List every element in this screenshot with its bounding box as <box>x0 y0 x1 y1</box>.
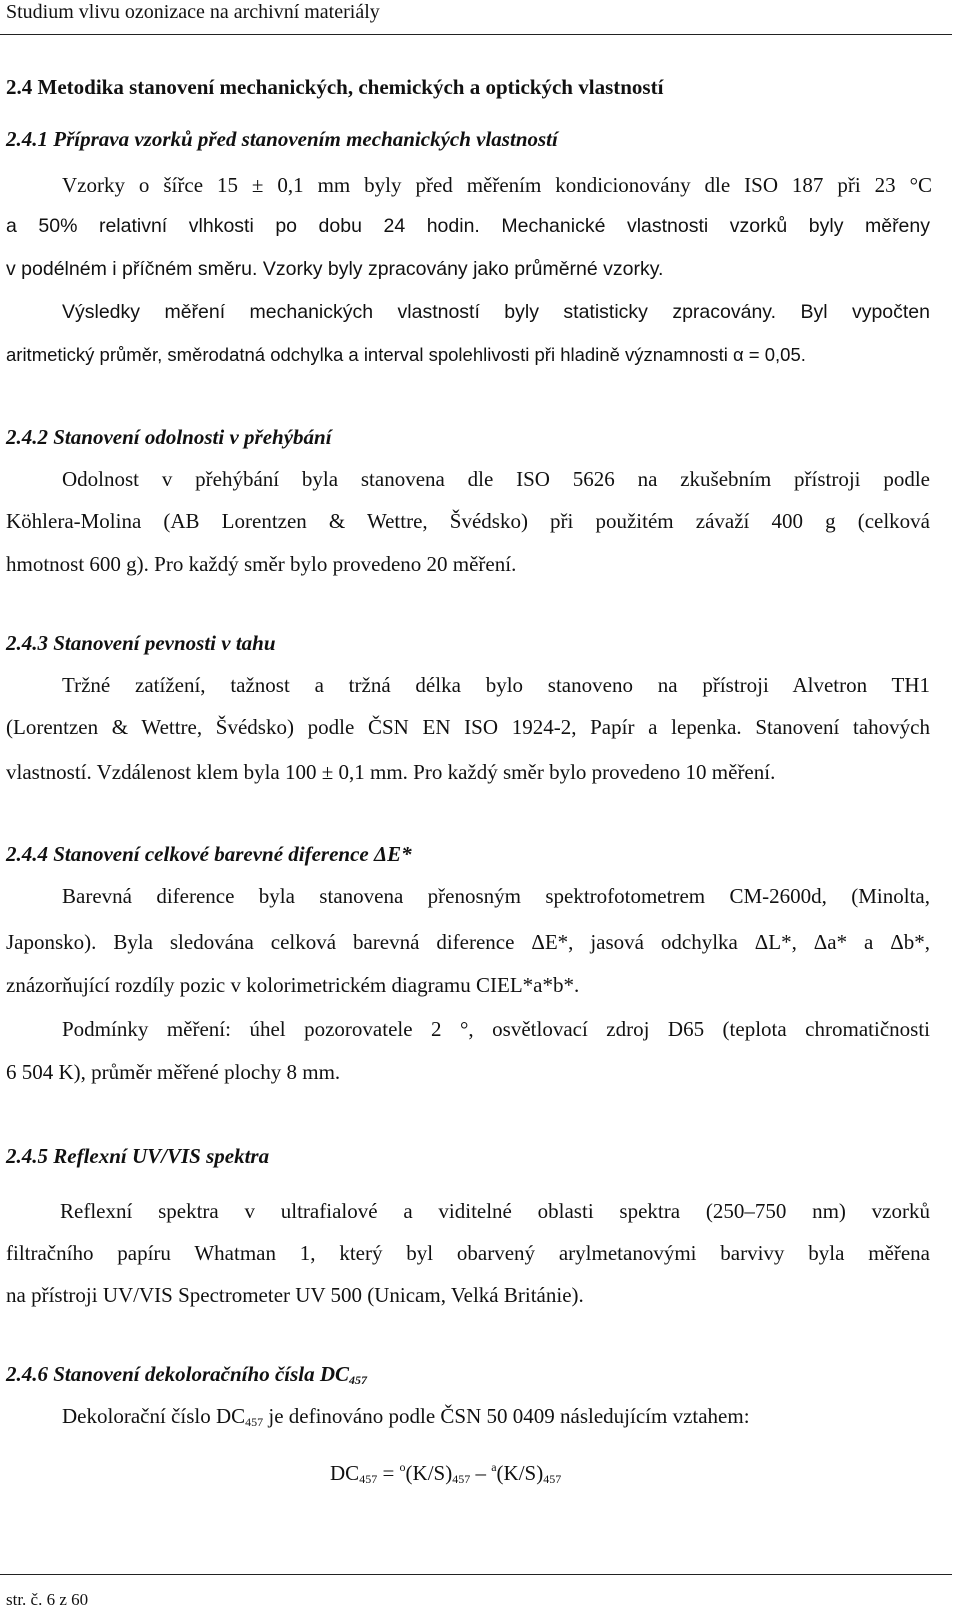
formula-sup-o: o <box>399 1460 406 1474</box>
formula <box>330 1460 561 1489</box>
paragraph-line: Japonsko). Byla sledována celková barevná diference ΔE*, jasová odchylka ΔL*, Δa* a Δb*, <box>6 930 930 954</box>
formula-ks-2: (K/S) <box>496 1461 544 1485</box>
paragraph-line: Podmínky měření: úhel pozorovatele 2 °, osvětlovací zdroj D65 (teplota chromatičnosti <box>62 1017 930 1041</box>
paragraph-line: na přístroji UV/VIS Spectrometer UV 500 (Unicam, Velká Británie). <box>6 1283 584 1307</box>
heading-subscript: 457 <box>349 1373 368 1387</box>
formula-subscript-1: 457 <box>452 1472 471 1486</box>
subsection-heading-2-4-2: 2.4.2 Stanovení odolnosti v přehýbání <box>6 425 332 449</box>
formula-intro <box>62 1403 750 1432</box>
paragraph-line: Barevná diference byla stanovena přenosným spektrofotometrem CM-2600d, (Minolta, <box>62 884 930 908</box>
paragraph-line: Výsledky měření mechanických vlastností byly statisticky zpracovány. Byl vypočten <box>62 301 930 323</box>
paragraph-line: hmotnost 600 g). Pro každý směr bylo provedeno 20 měření. <box>6 552 517 576</box>
page-number: str. č. 6 z 60 <box>6 1590 89 1609</box>
subsection-heading-2-4-1: 2.4.1 Příprava vzorků před stanovením mechanických vlastností <box>6 127 558 151</box>
paragraph-line: Reflexní spektra v ultrafialové a viditelné oblasti spektra (250–750 nm) vzorků <box>60 1199 930 1223</box>
paragraph-line: filtračního papíru Whatman 1, který byl obarvený arylmetanovými barvivy byla měřena <box>6 1241 930 1265</box>
formula-sup-a: a <box>491 1460 497 1474</box>
formula-minus: – <box>470 1461 492 1485</box>
paragraph-line: vlastností. Vzdálenost klem byla 100 ± 0,1 mm. Pro každý směr bylo provedeno 10 měření. <box>6 760 776 784</box>
paragraph-line: znázorňující rozdíly pozic v kolorimetrickém diagramu CIEL*a*b*. <box>6 973 580 997</box>
paragraph-line: Vzorky o šířce 15 ± 0,1 mm byly před měřením kondicionovány dle ISO 187 při 23 °C <box>62 173 932 197</box>
subsection-heading-2-4-6 <box>6 1361 367 1390</box>
intro-text: Dekolorační číslo DC <box>62 1404 246 1428</box>
paragraph-line: v podélném i příčném směru. Vzorky byly zpracovány jako průměrné vzorky. <box>6 258 664 280</box>
subsection-heading-2-4-4: 2.4.4 Stanovení celkové barevné diference ΔE* <box>6 842 412 866</box>
formula-dc-subscript: 457 <box>359 1472 378 1486</box>
paragraph-line: (Lorentzen & Wettre, Švédsko) podle ČSN EN ISO 1924-2, Papír a lepenka. Stanovení tahových <box>6 715 930 739</box>
paragraph-line: Tržné zatížení, tažnost a tržná délka bylo stanoveno na přístroji Alvetron TH1 <box>62 673 930 697</box>
paragraph-line: Odolnost v přehýbání byla stanovena dle ISO 5626 na zkušebním přístroji podle <box>62 467 930 491</box>
header-divider <box>0 34 952 35</box>
paragraph-line: 6 504 K), průměr měřené plochy 8 mm. <box>6 1060 341 1084</box>
paragraph-line: Köhlera-Molina (AB Lorentzen & Wettre, Švédsko) při použitém závaží 400 g (celková <box>6 509 930 533</box>
subsection-heading-2-4-3: 2.4.3 Stanovení pevnosti v tahu <box>6 631 276 655</box>
intro-subscript: 457 <box>245 1415 264 1429</box>
heading-text: 2.4.6 Stanovení dekoloračního čísla DC <box>6 1362 350 1386</box>
running-header: Studium vlivu ozonizace na archivní materiály <box>6 1 380 23</box>
section-heading: 2.4 Metodika stanovení mechanických, chemických a optických vlastností <box>6 75 664 99</box>
paragraph-line: aritmetický průměr, směrodatná odchylka a interval spolehlivosti při hladině významnosti α = 0,05. <box>6 344 806 365</box>
paragraph-line: a 50% relativní vlhkosti po dobu 24 hodin. Mechanické vlastnosti vzorků byly měřeny <box>6 215 930 237</box>
footer-divider <box>0 1574 952 1575</box>
intro-text-rest: je definováno podle ČSN 50 0409 následujícím vztahem: <box>263 1404 750 1428</box>
subsection-heading-2-4-5: 2.4.5 Reflexní UV/VIS spektra <box>6 1144 270 1168</box>
formula-subscript-2: 457 <box>543 1472 562 1486</box>
formula-dc: DC <box>330 1461 360 1485</box>
formula-equals: = <box>377 1461 400 1485</box>
formula-ks-1: (K/S) <box>405 1461 453 1485</box>
